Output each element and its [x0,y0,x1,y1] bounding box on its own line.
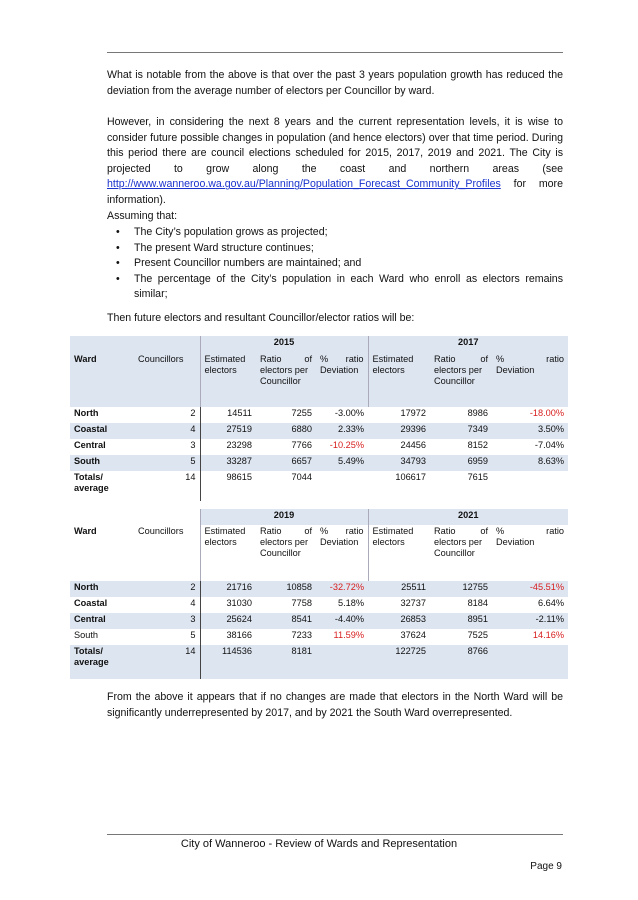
ratio-deviation: 3.50% [492,423,568,439]
councillor-count: 5 [190,630,196,640]
estimated-electors: 26853 [368,613,430,629]
col-dev-a: % [320,526,329,536]
col-ratio-a: Ratio [260,526,282,536]
table-row [70,597,568,613]
councillor-count: 4 [134,423,200,439]
ratio-deviation: -2.11% [492,613,568,629]
totals-label-b: average [74,483,109,493]
table-corner [70,336,200,353]
col-dev-rest: Deviation [496,537,535,547]
table-corner [70,509,200,525]
paragraph-projection-text: However, in considering the next 8 years and the current representation levels, it is wise to consider future possible changes in population (and hence electors) over that time period. During this period there are council elections scheduled for 2015, 2017, 2019 and 2021. The City is projected to grow along the coast and northern areas (see [107,116,563,175]
paragraph-projection [107,115,563,209]
councillor-count: 3 [134,613,200,629]
councillor-count: 14 [134,645,200,679]
table-row [70,581,568,597]
elector-ratio: 6880 [256,423,316,439]
estimated-electors: 114536 [200,645,256,679]
elector-ratio: 6657 [256,455,316,471]
year-header-left: 2015 [200,336,368,353]
estimated-electors: 122725 [368,645,430,679]
totals-row [70,645,568,679]
totals-label [70,645,134,679]
paragraph-then: Then future electors and resultant Councillor/elector ratios will be: [107,312,415,324]
elector-ratio: 7255 [291,408,312,418]
col-councillors: Councillors [134,525,200,581]
paragraph-growth: What is notable from the above is that over the past 3 years population growth has reduced the deviation from the average number of electors per Councillor by ward. [107,69,563,97]
col-ratio-rest: electors per Councillor [434,365,483,386]
table-row [70,455,568,471]
col-ratio-rest: electors per Councillor [260,365,309,386]
col-dev-a: % [496,526,505,536]
estimated-electors: 17972 [400,408,427,418]
estimated-electors: 34793 [368,455,430,471]
estimated-electors: 33287 [200,455,256,471]
col-deviation [492,525,568,581]
totals-label-a: Totals/ [74,472,103,482]
elector-ratio: 7349 [430,423,492,439]
ratio-deviation: 5.49% [316,455,368,471]
totals-label [70,471,134,501]
elector-ratio: 8184 [467,598,489,608]
table-row [70,439,568,455]
table-row [70,423,568,439]
elector-ratio: 7044 [291,472,312,482]
totals-label-b: average [74,657,109,667]
col-dev-a: % [496,354,505,364]
col-ward: Ward [70,525,134,581]
totals-row [70,471,568,501]
col-deviation [316,525,368,581]
col-dev-rest: Deviation [320,537,359,547]
col-estimated-electors: Estimated electors [200,525,256,581]
estimated-electors: 27519 [200,423,256,439]
page-number: Page 9 [530,861,562,872]
ratio-deviation: 5.18% [337,598,365,608]
elector-ratio: 7233 [291,630,312,640]
paragraph-conclusion: From the above it appears that if no changes are made that electors in the North Ward will be significantly underrepresented by 2017, and by 2021 the South Ward overrepresented. [107,691,563,719]
estimated-electors: 31030 [200,597,256,613]
ward-name: Coastal [70,423,134,439]
ratio-deviation: -3.00% [334,408,365,418]
year-header-right: 2021 [368,509,568,525]
elector-table-2015-2017 [70,336,568,501]
assuming-heading: Assuming that: [107,210,178,222]
elector-ratio: 7615 [467,472,489,482]
col-ward: Ward [70,353,134,407]
col-dev-b: ratio [345,526,364,536]
table-row [70,407,568,423]
ratio-deviation: -32.72% [316,581,368,597]
table-row [70,613,568,629]
ratio-deviation [316,471,368,501]
ratio-deviation: -45.51% [492,581,568,597]
col-ratio [256,525,316,581]
elector-ratio: 12755 [430,581,492,597]
col-estimated-electors: Estimated electors [200,353,256,407]
col-estimated-electors: Estimated electors [368,353,430,407]
col-ratio-b: of [304,354,312,364]
col-ratio-a: Ratio [434,354,456,364]
col-ratio-a: Ratio [260,354,282,364]
ratio-deviation: 6.64% [537,598,565,608]
estimated-electors: 14511 [200,407,256,423]
elector-ratio: 8951 [430,613,492,629]
paragraph-projection-tail: for more information). [107,178,563,206]
list-item: • Present Councillor numbers are maintained; and [107,256,563,272]
col-councillors: Councillors [134,353,200,407]
elector-ratio: 7525 [467,630,489,640]
ratio-deviation: 14.16% [532,630,565,640]
col-dev-a: % [320,354,329,364]
col-ratio-rest: electors per Councillor [260,537,309,558]
ward-name: North [74,408,99,418]
ratio-deviation: 8.63% [492,455,568,471]
ratio-deviation: -7.04% [534,440,565,450]
elector-ratio: 8541 [256,613,316,629]
col-deviation [492,353,568,407]
year-header-left: 2019 [200,509,368,525]
councillor-count: 5 [134,455,200,471]
estimated-electors: 38166 [200,629,256,645]
estimated-electors: 23298 [200,439,256,455]
col-ratio [430,525,492,581]
col-dev-b: ratio [546,354,565,364]
councillor-count: 14 [185,472,196,482]
elector-ratio: 8766 [430,645,492,679]
col-estimated-electors: Estimated electors [368,525,430,581]
estimated-electors: 37624 [400,630,427,640]
table-row [70,629,568,645]
ratio-deviation [316,645,368,679]
list-item: • The present Ward structure continues; [107,241,563,257]
col-dev-b: ratio [546,526,565,536]
assumption-list [107,225,563,303]
ward-name: South [74,630,99,640]
elector-ratio: 10858 [256,581,316,597]
ward-name: South [70,455,134,471]
ratio-deviation: -4.40% [316,613,368,629]
ward-name: North [70,581,134,597]
list-item: • The percentage of the City’s population in each Ward who enroll as electors remains similar; [107,272,563,303]
elector-ratio: 7766 [291,440,312,450]
councillor-count: 3 [190,440,196,450]
col-dev-b: ratio [345,354,364,364]
col-deviation [316,353,368,407]
col-ratio-a: Ratio [434,526,456,536]
elector-ratio: 8152 [467,440,489,450]
col-ratio-b: of [480,354,489,364]
elector-ratio: 6959 [430,455,492,471]
ratio-deviation [492,471,568,501]
header-rule [107,52,563,53]
councillor-count: 2 [190,408,196,418]
list-item: • The City’s population grows as projected; [107,225,563,241]
ratio-deviation [492,645,568,679]
estimated-electors: 98615 [200,471,256,501]
footer-title: City of Wanneroo - Review of Wards and Representation [180,838,458,850]
elector-ratio: 8181 [256,645,316,679]
footer-rule [107,834,563,835]
population-forecast-link[interactable]: http://www.wanneroo.wa.gov.au/Planning/Population_Forecast_Community_Profiles [107,178,501,191]
councillor-count: 4 [190,598,196,608]
totals-label-a: Totals/ [74,646,103,656]
col-dev-rest: Deviation [496,365,535,375]
estimated-electors: 25511 [368,581,430,597]
col-ratio [430,353,492,407]
estimated-electors: 32737 [400,598,427,608]
ratio-deviation: 2.33% [316,423,368,439]
estimated-electors: 25624 [200,613,256,629]
elector-table-2019-2021 [70,509,568,679]
col-ratio [256,353,316,407]
elector-ratio: 7758 [291,598,312,608]
ward-name: Coastal [74,598,108,608]
ratio-deviation: -18.00% [529,408,565,418]
ratio-deviation: -10.25% [329,440,365,450]
estimated-electors: 29396 [368,423,430,439]
col-dev-rest: Deviation [320,365,359,375]
col-ratio-b: of [480,526,489,536]
estimated-electors: 106617 [395,472,427,482]
elector-ratio: 8986 [467,408,489,418]
estimated-electors: 24456 [400,440,427,450]
year-header-right: 2017 [368,336,568,353]
col-ratio-b: of [304,526,312,536]
ratio-deviation: 11.59% [333,630,365,640]
ward-name: Central [70,613,134,629]
col-ratio-rest: electors per Councillor [434,537,483,558]
estimated-electors: 21716 [200,581,256,597]
ward-name: Central [74,440,106,450]
councillor-count: 2 [134,581,200,597]
